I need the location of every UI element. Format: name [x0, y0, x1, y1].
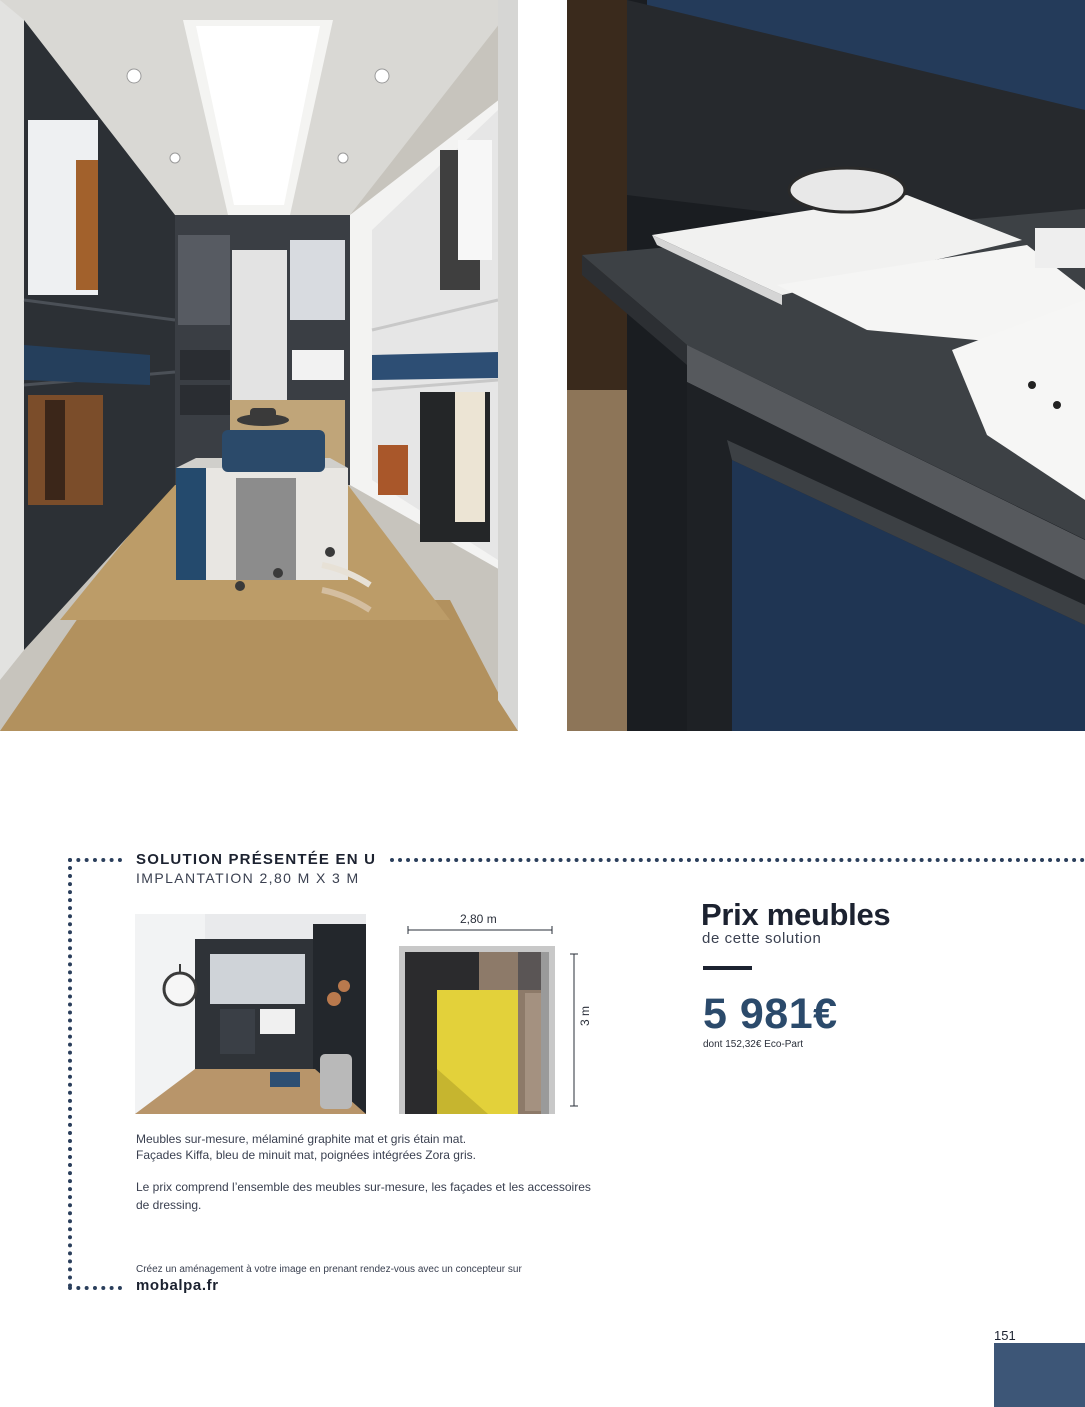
price-value: 5 981€: [703, 990, 838, 1038]
plan-width-label: 2,80 m: [460, 912, 497, 926]
description-line: de dressing.: [136, 1198, 202, 1212]
page-color-tab: [994, 1343, 1085, 1407]
dotted-rule-left: [68, 858, 72, 1288]
page-number: 151: [994, 1328, 1016, 1343]
floor-plan: [398, 908, 598, 1118]
materials-description: [136, 1131, 636, 1163]
description-line: Façades Kiffa, bleu de minuit mat, poignées intégrées Zora gris.: [136, 1148, 476, 1162]
dressing-room-photo: [0, 0, 518, 731]
dotted-rule-top-left: [68, 858, 122, 862]
section-title: SOLUTION PRÉSENTÉE EN U: [136, 851, 377, 868]
price-subtitle: de cette solution: [702, 930, 822, 947]
dotted-rule-bottom: [68, 1286, 122, 1290]
plan-depth-label: 3 m: [578, 1005, 592, 1026]
website-link[interactable]: mobalpa.fr: [136, 1277, 219, 1294]
shirts-shelf-photo: [567, 0, 1085, 731]
dotted-rule-top-right: [390, 858, 1085, 862]
dressing-thumbnail: [135, 914, 366, 1114]
description-line: Le prix comprend l’ensemble des meubles sur-mesure, les façades et les accessoires: [136, 1180, 591, 1194]
section-subtitle: IMPLANTATION 2,80 M X 3 M: [136, 870, 360, 886]
price-includes-description: [136, 1178, 636, 1214]
price-title: Prix meubles: [701, 897, 891, 932]
description-line: Meubles sur-mesure, mélaminé graphite mat et gris étain mat.: [136, 1132, 467, 1146]
price-divider: [703, 966, 752, 970]
eco-part-note: dont 152,32€ Eco-Part: [703, 1039, 804, 1050]
appointment-note: Créez un aménagement à votre image en prenant rendez-vous avec un concepteur sur: [136, 1264, 522, 1275]
